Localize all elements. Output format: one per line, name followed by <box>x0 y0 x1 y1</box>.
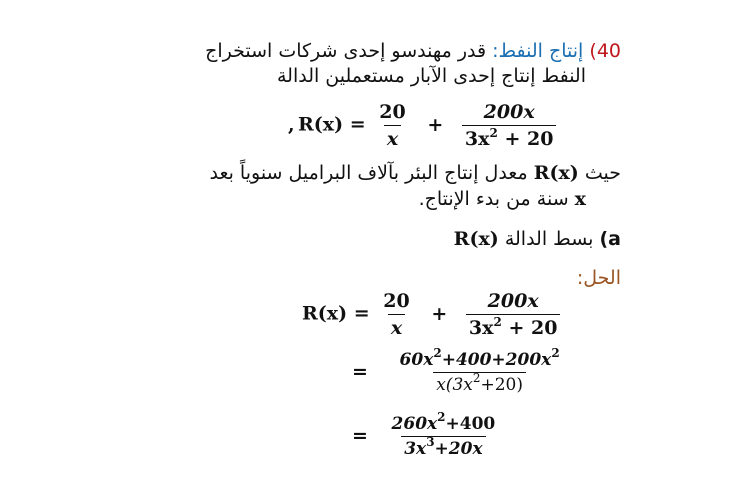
solution-step-3 <box>352 410 502 459</box>
part-a-label: a) <box>599 228 621 250</box>
desc-text-b: معدل إنتاج البئر بآلاف البراميل سنوياً بعد <box>209 162 528 184</box>
problem-line-2 <box>277 64 586 88</box>
fraction-1-numerator: 20 <box>379 101 406 123</box>
formula-lhs: R(x) = <box>298 113 366 136</box>
problem-text-2: النفط إنتاج إحدى الآبار مستعملين الدالة <box>276 65 586 87</box>
problem-topic: إنتاج النفط: <box>492 40 584 62</box>
step2-eq: = <box>352 360 368 383</box>
description-line-2 <box>419 187 586 211</box>
desc-text-2: سنة من بدء الإنتاج. <box>418 188 569 210</box>
problem-number: 40) <box>589 40 621 62</box>
step2-fraction: $\frac{60x^2+400+200x^2}{x(3x^2+20)}$ <box>399 346 560 395</box>
description-line-1 <box>209 161 621 185</box>
fraction-1-denominator: x <box>384 125 401 150</box>
step1-fraction-1: $\frac{20}{x}$ <box>383 290 410 339</box>
fraction-2-denominator: $3x^2 + 20$ <box>462 125 557 150</box>
step1-fraction-2: $\frac{200x}{3x^2 + 20}$ <box>466 290 561 339</box>
problem-line-1 <box>205 39 621 63</box>
solution-step-1: R(x) = $\frac{20}{x}$ + $\frac{200x}{3x^2 + 20}$ <box>302 290 564 339</box>
fraction-2-numerator: 200x <box>483 101 535 123</box>
part-a-text: بسط الدالة <box>504 228 594 250</box>
formula-fraction-2 <box>462 101 557 150</box>
desc-var-x: x <box>574 188 586 210</box>
step3-fraction: $\frac{260x^2+400}{3x^3+20x}$ <box>391 410 496 459</box>
formula-trailing-comma: , <box>288 114 295 136</box>
problem-text-1: قدر مهندسو إحدى شركات استخراج <box>205 40 487 62</box>
part-a <box>454 227 621 251</box>
desc-var-R: R(x) <box>533 162 579 184</box>
part-a-var: R(x) <box>453 228 499 250</box>
formula-fraction-1 <box>376 101 408 150</box>
plus-sign: + <box>427 113 444 136</box>
given-formula <box>298 101 560 150</box>
solution-step-2 <box>352 346 567 395</box>
desc-text-a: حيث <box>584 162 621 184</box>
step3-eq: = <box>352 424 368 447</box>
solution-label: الحل: <box>576 267 621 289</box>
step1-lhs: R(x) = <box>302 302 370 325</box>
